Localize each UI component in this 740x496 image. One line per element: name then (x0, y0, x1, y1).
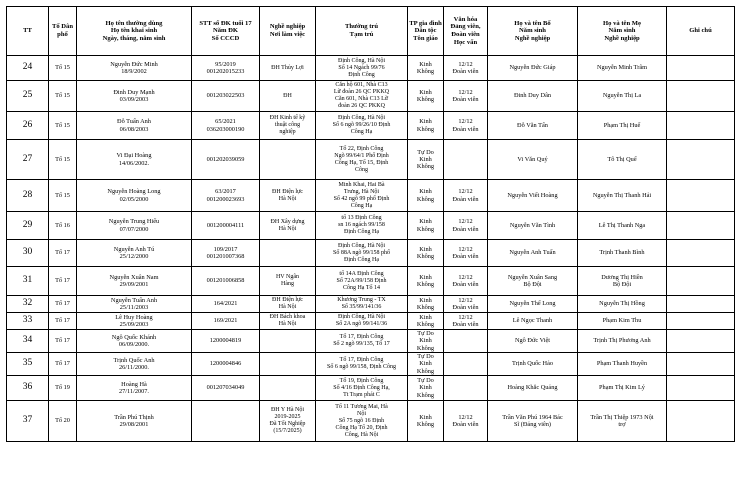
roster-table (6, 6, 735, 442)
cell-name: Nguyễn Tuấn Anh 25/11/2003 (77, 296, 192, 313)
cell-name: Hoàng Hà 27/11/2007. (77, 376, 192, 401)
cell-name: Nguyễn Đức Minh 18/9/2002 (77, 56, 192, 81)
col-header-occupation: Nghề nghiệp Nơi làm việc (260, 7, 316, 56)
cell-occupation: ĐH (260, 81, 316, 112)
cell-name: Nguyễn Hoàng Long 02/05/2000 (77, 180, 192, 212)
cell-father: Đỗ Văn Tấn (488, 112, 578, 140)
cell-note (667, 212, 735, 240)
cell-note (667, 180, 735, 212)
cell-tt: 29 (7, 212, 49, 240)
table-row (7, 376, 735, 401)
cell-registration: 65/2021 036203000190 (192, 112, 260, 140)
table-row (7, 240, 735, 267)
cell-occupation (260, 240, 316, 267)
cell-registration: 1200004846 (192, 353, 260, 376)
cell-note (667, 353, 735, 376)
cell-address: Định Công, Hà Nội Số 2A ngõ 99/141/36 (316, 313, 408, 330)
cell-name: Nguyễn Xuân Nam 29/09/2001 (77, 267, 192, 296)
cell-to-dan-pho: Tổ 20 (49, 401, 77, 442)
table-row (7, 112, 735, 140)
cell-note (667, 330, 735, 353)
cell-father: Nguyễn Đức Giáp (488, 56, 578, 81)
cell-tt: 24 (7, 56, 49, 81)
cell-address: Tổ 19, Định Công Số 4/16 Định Công Hạ, Tt Trạm phát C (316, 376, 408, 401)
cell-father: Nguyễn Văn Tình (488, 212, 578, 240)
cell-note (667, 112, 735, 140)
cell-education (444, 376, 488, 401)
col-header-education: Văn hóa Đảng viên, Đoàn viên Học vấn (444, 7, 488, 56)
cell-education: 12/12 Đoàn viên (444, 112, 488, 140)
cell-mother: Nguyễn Thị Thanh Hải (578, 180, 667, 212)
cell-father: Nguyễn Anh Tuấn (488, 240, 578, 267)
table-row (7, 353, 735, 376)
cell-name: Trần Phú Thịnh 29/08/2001 (77, 401, 192, 442)
header-row (7, 7, 735, 56)
cell-address: Căn hộ 601, Nhà C13 Lữ đoàn 26 QC PKKQ Căn 601, Nhà C13 Lữ đoàn 26 QC PKKQ (316, 81, 408, 112)
cell-father: Trịnh Quốc Hảo (488, 353, 578, 376)
cell-family: Kinh Không (408, 313, 444, 330)
cell-tt: 35 (7, 353, 49, 376)
cell-to-dan-pho: Tổ 19 (49, 376, 77, 401)
cell-name: Lê Huy Hoàng 25/09/2003 (77, 313, 192, 330)
cell-father: Nguyễn Viết Hoàng (488, 180, 578, 212)
cell-registration: 001203022503 (192, 81, 260, 112)
cell-mother: Trịnh Thị Phương Anh (578, 330, 667, 353)
cell-registration: 001201006858 (192, 267, 260, 296)
cell-education (444, 330, 488, 353)
cell-mother: Nguyễn Minh Trâm (578, 56, 667, 81)
cell-education: 12/12 Đoàn viên (444, 180, 488, 212)
roster-sheet (6, 6, 734, 442)
cell-family: Tự Do Kinh Không (408, 140, 444, 180)
cell-note (667, 267, 735, 296)
col-header-name: Họ tên thường dùng Họ tên khai sinh Ngày, tháng, năm sinh (77, 7, 192, 56)
cell-registration: 1200004819 (192, 330, 260, 353)
col-header-mother: Họ và tên Mẹ Năm sinh Nghề nghiệp (578, 7, 667, 56)
cell-address: Tổ 22, Định Công Ngõ 99/64/1 Phố Định Công Hạ, Tổ 15, Định Công (316, 140, 408, 180)
cell-education: 12/12 Đoàn viên (444, 240, 488, 267)
cell-tt: 27 (7, 140, 49, 180)
cell-mother: Trịnh Thanh Bình (578, 240, 667, 267)
cell-name: Nguyễn Trung Hiếu 07/07/2000 (77, 212, 192, 240)
cell-father: Nguyễn Xuân Sang Bộ Đội (488, 267, 578, 296)
cell-family: Kinh Không (408, 56, 444, 81)
cell-father: Hoàng Khắc Quảng (488, 376, 578, 401)
cell-family: Kinh Không (408, 401, 444, 442)
table-row (7, 296, 735, 313)
cell-note (667, 313, 735, 330)
cell-father: Đinh Duy Dân (488, 81, 578, 112)
cell-tt: 25 (7, 81, 49, 112)
table-row (7, 81, 735, 112)
cell-name: Đỗ Tuấn Anh 06/08/2003 (77, 112, 192, 140)
cell-tt: 36 (7, 376, 49, 401)
table-row (7, 180, 735, 212)
table-row (7, 56, 735, 81)
cell-to-dan-pho: Tổ 17 (49, 240, 77, 267)
cell-occupation (260, 140, 316, 180)
cell-mother: Phạm Thanh Huyền (578, 353, 667, 376)
cell-tt: 28 (7, 180, 49, 212)
cell-to-dan-pho: Tổ 17 (49, 313, 77, 330)
cell-name: Trịnh Quốc Anh 26/11/2000. (77, 353, 192, 376)
cell-education: 12/12 Đoàn viên (444, 296, 488, 313)
cell-mother: Phạm Kim Thu (578, 313, 667, 330)
cell-mother: Lê Thị Thanh Nga (578, 212, 667, 240)
cell-tt: 33 (7, 313, 49, 330)
cell-to-dan-pho: Tổ 17 (49, 330, 77, 353)
cell-registration: 109/2017 001201007368 (192, 240, 260, 267)
cell-address: Định Công, Hà Nội Số 14 Ngách 99/76 Định Công (316, 56, 408, 81)
cell-to-dan-pho: Tổ 15 (49, 112, 77, 140)
col-header-note: Ghi chú (667, 7, 735, 56)
cell-family: Tự Do Kinh Không (408, 353, 444, 376)
cell-to-dan-pho: Tổ 17 (49, 296, 77, 313)
cell-father: Trần Văn Phú 1964 Bác Sĩ (Đảng viên) (488, 401, 578, 442)
cell-education: 12/12 Đoàn viên (444, 56, 488, 81)
cell-note (667, 240, 735, 267)
cell-registration: 164/2021 (192, 296, 260, 313)
col-header-address: Thường trú Tạm trú (316, 7, 408, 56)
cell-occupation (260, 376, 316, 401)
cell-address: Tổ 17, Định Công Số 2 ngõ 99/135, Tổ 17 (316, 330, 408, 353)
cell-address: Định Công, Hà Nội Số 88A ngõ 99/158 phố Định Công Hạ (316, 240, 408, 267)
cell-address: Định Công, Hà Nội Số 6 ngõ 99/26/10 Định Công Hạ (316, 112, 408, 140)
roster-body (7, 56, 735, 442)
cell-occupation (260, 330, 316, 353)
cell-address: Tổ 11 Tương Mai, Hà Nội Số 75 ngõ 16 Định Công Hạ Tổ 20, Định Công, Hà Nội (316, 401, 408, 442)
cell-mother: Nguyễn Thị La (578, 81, 667, 112)
cell-family: Tự Do Kinh Không (408, 376, 444, 401)
cell-education: 12/12 Đoàn viên (444, 267, 488, 296)
cell-occupation: ĐH Điện lực Hà Nội (260, 180, 316, 212)
table-row (7, 330, 735, 353)
cell-registration: 63/2017 001200023693 (192, 180, 260, 212)
cell-tt: 34 (7, 330, 49, 353)
cell-father: Vi Văn Quý (488, 140, 578, 180)
cell-family: Kinh Không (408, 240, 444, 267)
cell-to-dan-pho: Tổ 16 (49, 212, 77, 240)
cell-father: Lê Ngọc Thanh (488, 313, 578, 330)
col-header-to-dan-pho: Tổ Dân phố (49, 7, 77, 56)
cell-father: Ngô Đức Việt (488, 330, 578, 353)
cell-note (667, 81, 735, 112)
cell-mother: Phạm Thị Huế (578, 112, 667, 140)
cell-tt: 32 (7, 296, 49, 313)
cell-address: tổ 13 Định Công sn 16 ngách 99/158 Định Công Hạ (316, 212, 408, 240)
cell-tt: 30 (7, 240, 49, 267)
col-header-father: Họ và tên Bố Năm sinh Nghề nghiệp (488, 7, 578, 56)
cell-name: Nguyễn Anh Tú 25/12/2000 (77, 240, 192, 267)
table-row (7, 212, 735, 240)
cell-education: 12/12 Đoàn viên (444, 313, 488, 330)
cell-family: Kinh Không (408, 212, 444, 240)
cell-to-dan-pho: Tổ 17 (49, 267, 77, 296)
cell-to-dan-pho: Tổ 15 (49, 81, 77, 112)
cell-registration: 95/2019 001202015233 (192, 56, 260, 81)
cell-occupation: ĐH Bách khoa Hà Nội (260, 313, 316, 330)
col-header-registration: STT số ĐK tuổi 17 Năm ĐK Số CCCD (192, 7, 260, 56)
cell-occupation: ĐH Kinh tế kỹ thuật công nghiệp (260, 112, 316, 140)
cell-education: 12/12 Đoàn viên (444, 401, 488, 442)
cell-tt: 31 (7, 267, 49, 296)
cell-father: Nguyễn Thế Long (488, 296, 578, 313)
cell-address: Minh Khai, Hai Bà Trưng, Hà Nội Số 42 ngõ 99 phố Định Công Hạ (316, 180, 408, 212)
cell-occupation (260, 353, 316, 376)
table-row (7, 140, 735, 180)
cell-to-dan-pho: Tổ 15 (49, 56, 77, 81)
cell-education: 12/12 Đoàn viên (444, 81, 488, 112)
cell-occupation: ĐH Xây dựng Hà Nội (260, 212, 316, 240)
cell-note (667, 140, 735, 180)
cell-to-dan-pho: Tổ 15 (49, 180, 77, 212)
cell-family: Kinh Không (408, 180, 444, 212)
cell-occupation: HV Ngân Hàng (260, 267, 316, 296)
cell-education (444, 140, 488, 180)
cell-tt: 26 (7, 112, 49, 140)
cell-family: Tự Do Kinh Không (408, 330, 444, 353)
cell-occupation: ĐH Thủy Lợi (260, 56, 316, 81)
cell-mother: Tô Thị Quế (578, 140, 667, 180)
cell-name: Vi Đại Hoàng 14/06/2002. (77, 140, 192, 180)
cell-registration (192, 401, 260, 442)
cell-note (667, 376, 735, 401)
col-header-family: TP gia đình Dân tộc Tôn giáo (408, 7, 444, 56)
cell-mother: Phạm Thị Kim Lý (578, 376, 667, 401)
table-row (7, 401, 735, 442)
cell-registration: 001207034049 (192, 376, 260, 401)
cell-family: Kinh Không (408, 296, 444, 313)
cell-name: Ngô Quốc Khánh 06/09/2000. (77, 330, 192, 353)
cell-note (667, 296, 735, 313)
cell-education (444, 353, 488, 376)
cell-note (667, 56, 735, 81)
cell-occupation: ĐH Y Hà Nội 2019-2025 Đã Tốt Nghiệp (15/7/2025) (260, 401, 316, 442)
cell-occupation: ĐH Điện lực Hà Nội (260, 296, 316, 313)
cell-name: Đinh Duy Mạnh 03/09/2003 (77, 81, 192, 112)
cell-address: Khương Trung - TX Số 35/99/141/36 (316, 296, 408, 313)
cell-tt: 37 (7, 401, 49, 442)
cell-registration: 169/2021 (192, 313, 260, 330)
cell-mother: Trần Thị Thiệp 1973 Nội trợ (578, 401, 667, 442)
col-header-tt: TT (7, 7, 49, 56)
cell-education: 12/12 Đoàn viên (444, 212, 488, 240)
cell-mother: Nguyễn Thị Hồng (578, 296, 667, 313)
table-row (7, 313, 735, 330)
cell-mother: Dương Thị Hiền Bộ Đội (578, 267, 667, 296)
cell-to-dan-pho: Tổ 17 (49, 353, 77, 376)
cell-family: Kinh Không (408, 81, 444, 112)
cell-family: Kinh Không (408, 267, 444, 296)
cell-family: Kinh Không (408, 112, 444, 140)
cell-address: Tổ 17, Định Công Số 6 ngõ 99/158, Định Công (316, 353, 408, 376)
cell-note (667, 401, 735, 442)
cell-address: tổ 14A Định Công Số 72A/99/158 Định Công Hạ Tổ 14 (316, 267, 408, 296)
table-row (7, 267, 735, 296)
cell-to-dan-pho: Tổ 15 (49, 140, 77, 180)
cell-registration: 001202039059 (192, 140, 260, 180)
cell-registration: 001200004111 (192, 212, 260, 240)
